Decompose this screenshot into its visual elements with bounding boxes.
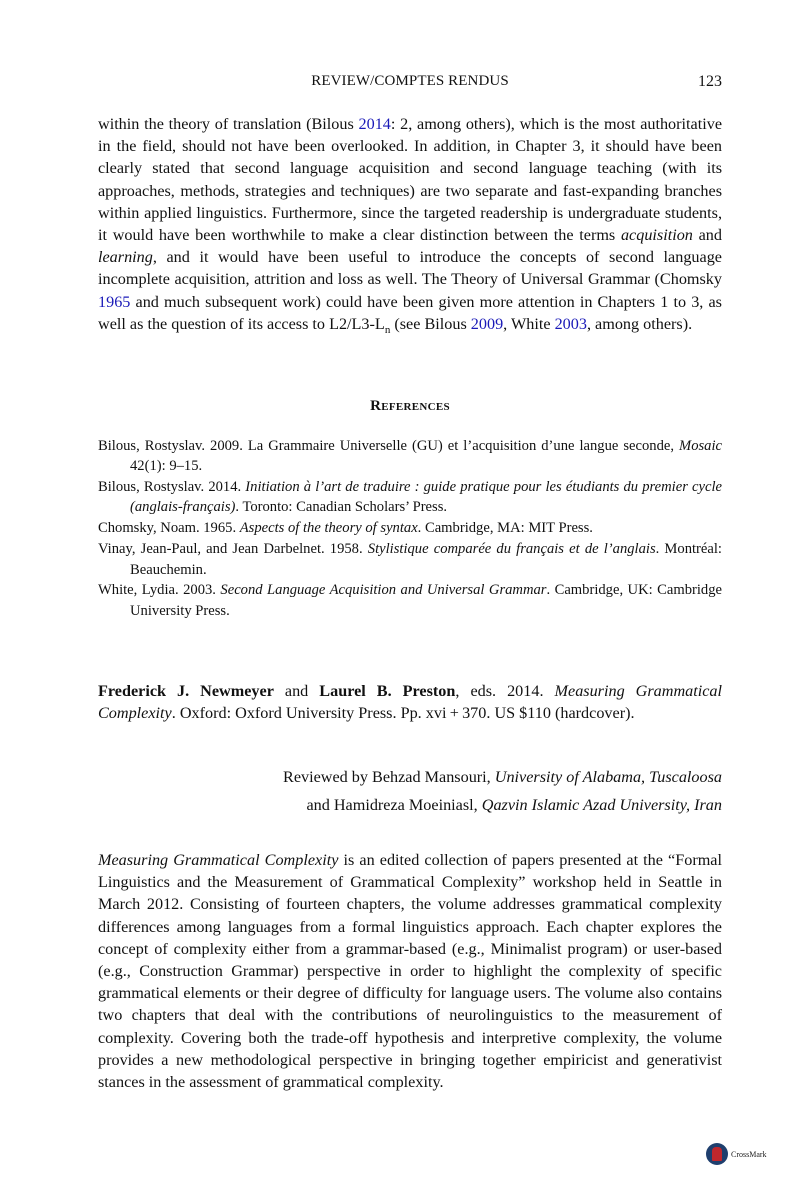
editor-name: Frederick J. Newmeyer	[98, 682, 274, 700]
subscript-n: n	[384, 324, 391, 337]
reviewer-affiliation: University of Alabama, Tuscaloosa	[494, 768, 722, 786]
reviewer-affiliation: Qazvin Islamic Azad University, Iran	[481, 796, 722, 814]
text-run: and	[273, 682, 320, 700]
text-run: , among others).	[586, 314, 693, 333]
reference-item: Chomsky, Noam. 1965. Aspects of the theory of syntax. Cambridge, MA: MIT Press.	[98, 520, 593, 537]
crossmark-label: CrossMark	[731, 1149, 767, 1159]
book-title: Measuring Grammatical Complexity	[98, 682, 723, 723]
reference-item: Bilous, Rostyslav. 2014. Initiation à l’art de traduire : guide pratique pour les étudiants du premier cycle (anglais-français). Toronto: Canadian Scholars’ Press.	[98, 479, 722, 516]
reference-item: Vinay, Jean-Paul, and Jean Darbelnet. 1958. Stylistique comparée du français et de l’anglais. Montréal: Beauchemin.	[98, 541, 722, 578]
text-run: within the theory of translation (Bilous	[98, 115, 359, 133]
running-head-title: REVIEW/COMPTES RENDUS	[311, 73, 509, 89]
text-run: is an edited collection of papers presented at the “Formal Linguistics and the Measurement of Grammatical Complexity” workshop held in Seattle in March 2012. Consisting of fourteen chapters, the volume addresses grammatical complexity differences among languages from a formal linguistics approach. Each chapter explores the concept of complexity either from a grammar-based (e.g., Minimalist program) or user-based (e.g., Construction Grammar) perspective in order to highlight the complexity of specific grammatical elements or their degree of difficulty for language users. The volume also contains two chapters that deal with the contributions of neurolinguistics to the measurement of complexity. Covering both the trade-off hypothesis and interpretive complexity, the volume provides a new methodological perspective in bringing together empiricist and generativist stances in the assessment of grammatical complexity.	[98, 851, 722, 1092]
text-run: , White	[503, 314, 555, 333]
term-learning: learning	[98, 248, 153, 267]
book-citation-header	[98, 680, 722, 724]
reference-item: White, Lydia. 2003. Second Language Acquisition and Universal Grammar. Cambridge, UK: Cambridge University Press.	[98, 582, 722, 619]
review-paragraph	[98, 849, 722, 1093]
text-run: and	[692, 226, 722, 245]
reviewer-byline	[98, 763, 722, 819]
page-number: 123	[698, 73, 722, 90]
references-list	[98, 436, 722, 622]
text-run: : 2, among others), which is the most authoritative in the field, should not have been overlooked. In addition, in Chapter 3, it should have been clearly stated that second language acquisition and second language teaching (with its approaches, methods, strategies and techniques) are two separate and fast-expanding branches within applied linguistics. Furthermore, since the targeted readership is undergraduate students, it would have been worthwhile to make a clear distinction between the terms	[98, 115, 722, 245]
citation-link-chomsky-1965[interactable]: 1965	[98, 292, 131, 311]
review-paragraph-continued	[98, 113, 722, 341]
reviewer-line: Reviewed by Behzad Mansouri, University of Alabama, Tuscaloosa	[283, 768, 722, 786]
text-run: , eds. 2014.	[455, 682, 555, 700]
citation-link-white-2003[interactable]: 2003	[554, 314, 587, 333]
book-title-inline: Measuring Grammatical Complexity	[98, 851, 339, 869]
references-heading: References	[370, 398, 450, 414]
text-run: and much subsequent work) could have been given more attention in Chapters 1 to 3, as well as the question of its access to L2/L3-L	[98, 292, 722, 333]
running-head	[98, 73, 722, 93]
term-acquisition: acquisition	[620, 226, 693, 245]
crossmark-badge[interactable]	[706, 1142, 776, 1166]
citation-link-bilous-2009[interactable]: 2009	[470, 314, 504, 333]
editor-name: Laurel B. Preston	[319, 682, 456, 700]
reviewer-line: and Hamidreza Moeiniasl, Qazvin Islamic Azad University, Iran	[306, 796, 722, 814]
citation-link-bilous-2014[interactable]: 2014	[358, 115, 391, 133]
text-run: , and it would have been useful to introduce the concepts of second language incomplete acquisition, attrition and loss as well. The Theory of Universal Grammar (Chomsky	[98, 248, 722, 289]
text-run: (see Bilous	[390, 314, 471, 333]
publication-details: . Oxford: Oxford University Press. Pp. xvi + 370. US $110 (hardcover).	[171, 704, 635, 723]
reference-item: Bilous, Rostyslav. 2009. La Grammaire Universelle (GU) et l’acquisition d’une langue seconde, Mosaic 42(1): 9–15.	[98, 438, 722, 475]
crossmark-icon	[706, 1143, 728, 1165]
